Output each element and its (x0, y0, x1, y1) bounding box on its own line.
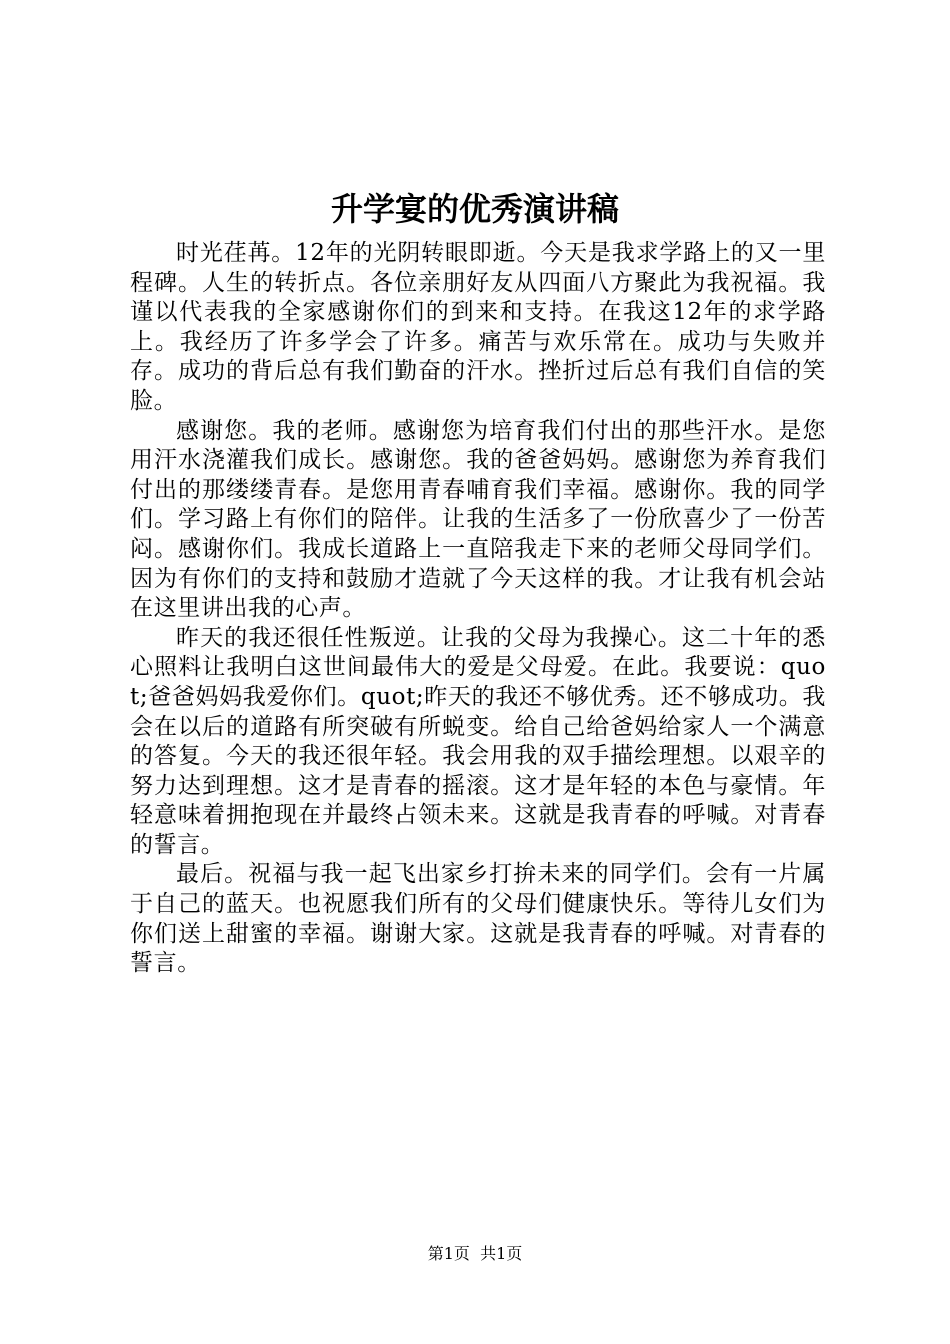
page-number: 第1页 共1页 (427, 1244, 523, 1263)
document-body (130, 239, 826, 979)
paragraph-3: 昨天的我还很任性叛逆。让我的父母为我操心。这二十年的悉心照料让我明白这世间最伟大的爱是父母爱。在此。我要说：quot;爸爸妈妈我爱你们。quot;昨天的我还不够优秀。还不够成功。我会在以后的道路有所突破有所蜕变。给自己给爸妈给家人一个满意的答复。今天的我还很年轻。我会用我的双手描绘理想。以艰辛的努力达到理想。这才是青春的摇滚。这才是年轻的本色与豪情。年轻意味着拥抱现在并最终占领未来。这就是我青春的呼喊。对青春的誓言。 (130, 624, 826, 858)
paragraph-2: 感谢您。我的老师。感谢您为培育我们付出的那些汗水。是您用汗水浇灌我们成长。感谢您。我的爸爸妈妈。感谢您为养育我们付出的那缕缕青春。是您用青春哺育我们幸福。感谢你。我的同学们。学习路上有你们的陪伴。让我的生活多了一份欣喜少了一份苦闷。感谢你们。我成长道路上一直陪我走下来的老师父母同学们。因为有你们的支持和鼓励才造就了今天这样的我。才让我有机会站在这里讲出我的心声。 (130, 417, 826, 622)
paragraph-4: 最后。祝福与我一起飞出家乡打拚未来的同学们。会有一片属于自己的蓝天。也祝愿我们所有的父母们健康快乐。等待儿女们为你们送上甜蜜的幸福。谢谢大家。这就是我青春的呼喊。对青春的誓言。 (130, 861, 826, 977)
document-title: 升学宴的优秀演讲稿 (330, 190, 619, 228)
paragraph-1: 时光荏苒。12年的光阴转眼即逝。今天是我求学路上的又一里程碑。人生的转折点。各位亲朋好友从四面八方聚此为我祝福。我谨以代表我的全家感谢你们的到来和支持。在我这12年的求学路上。我经历了许多学会了许多。痛苦与欢乐常在。成功与失败并存。成功的背后总有我们勤奋的汗水。挫折过后总有我们自信的笑脸。 (130, 240, 826, 414)
page-footer (0, 1243, 950, 1265)
